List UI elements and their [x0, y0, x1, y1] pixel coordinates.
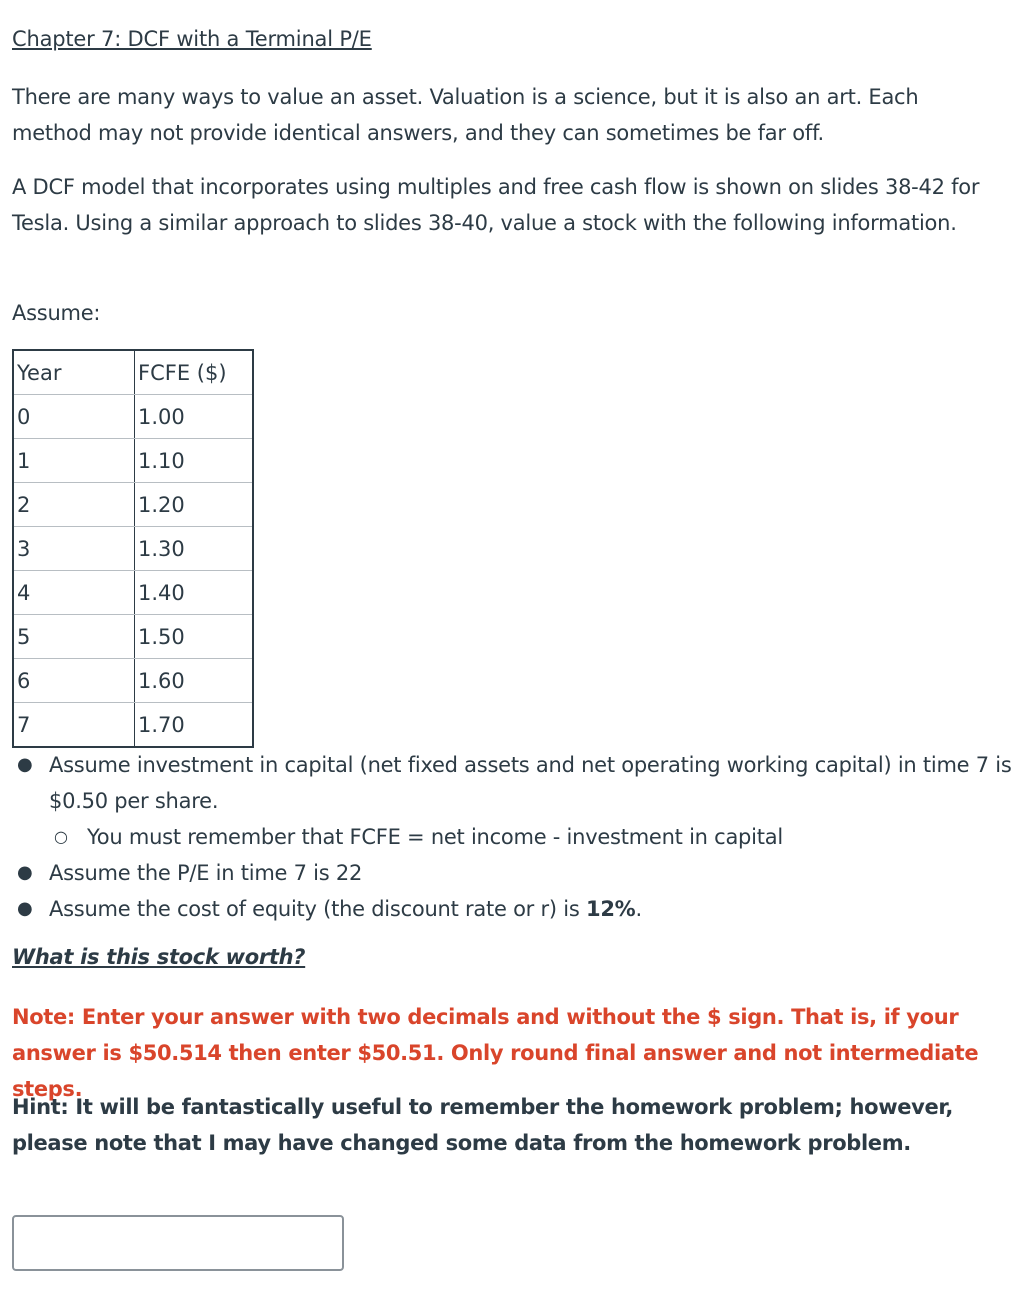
- year-cell: 2: [13, 483, 135, 527]
- answer-note: Note: Enter your answer with two decimals and without the $ sign. That is, if your answer is $50.514 then enter $50.51. Only round final answer and not intermediate steps.: [12, 1005, 979, 1101]
- list-item-cost-of-equity: [12, 891, 1012, 927]
- header-fcfe: FCFE ($): [135, 350, 254, 395]
- assumptions-list: [12, 747, 1012, 927]
- header-year: Year: [13, 350, 135, 395]
- assume-label: Assume:: [12, 301, 101, 325]
- table-row: [13, 615, 253, 659]
- intro-paragraph: There are many ways to value an asset. Valuation is a science, but it is also an art. Each method may not provide identical answers, and they can sometimes be far off.: [12, 85, 919, 145]
- cost-text: Assume the cost of equity (the discount rate or r) is: [49, 897, 586, 921]
- table-row: [13, 483, 253, 527]
- table-row: [13, 703, 253, 748]
- table-row: [13, 439, 253, 483]
- year-cell: 6: [13, 659, 135, 703]
- fcfe-cell: 1.50: [135, 615, 254, 659]
- question-prompt: What is this stock worth?: [12, 945, 306, 969]
- table-row: [13, 571, 253, 615]
- investment-text: Assume investment in capital (net fixed assets and net operating working capital) in time 7 is $0.50 per share.: [49, 753, 1012, 813]
- cost-value: 12%: [585, 897, 636, 921]
- table-row: [13, 527, 253, 571]
- dcf-paragraph: A DCF model that incorporates using multiples and free cash flow is shown on slides 38-42 for Tesla. Using a similar approach to slides 38-40, value a stock with the following information.: [12, 175, 980, 235]
- page-title: Chapter 7: DCF with a Terminal P/E: [12, 27, 372, 51]
- year-cell: 5: [13, 615, 135, 659]
- cost-suffix: .: [635, 897, 642, 921]
- sub-list: [49, 819, 1012, 855]
- table-row: [13, 659, 253, 703]
- fcfe-cell: 1.00: [135, 395, 254, 439]
- year-cell: 1: [13, 439, 135, 483]
- reminder-text: You must remember that FCFE = net income - investment in capital: [87, 825, 783, 849]
- list-item-investment: [12, 747, 1012, 855]
- fcfe-cell: 1.40: [135, 571, 254, 615]
- list-item-reminder: [49, 819, 1012, 855]
- hint-text: Hint: It will be fantastically useful to remember the homework problem; however, please note that I may have changed some data from the homework problem.: [12, 1095, 953, 1155]
- year-cell: 4: [13, 571, 135, 615]
- fcfe-cell: 1.20: [135, 483, 254, 527]
- bullet-icon: ●: [17, 862, 33, 883]
- year-cell: 7: [13, 703, 135, 748]
- circle-bullet-icon: ○: [54, 827, 68, 846]
- fcfe-cell: 1.30: [135, 527, 254, 571]
- year-cell: 0: [13, 395, 135, 439]
- answer-input[interactable]: [12, 1215, 344, 1271]
- table-header-row: [13, 350, 253, 395]
- pe-text: Assume the P/E in time 7 is 22: [49, 861, 363, 885]
- list-item-pe: [12, 855, 1012, 891]
- year-cell: 3: [13, 527, 135, 571]
- fcfe-cell: 1.70: [135, 703, 254, 748]
- fcfe-cell: 1.60: [135, 659, 254, 703]
- table-row: [13, 395, 253, 439]
- bullet-icon: ●: [17, 898, 33, 919]
- bullet-icon: ●: [17, 754, 33, 775]
- fcfe-cell: 1.10: [135, 439, 254, 483]
- fcfe-table: [12, 349, 254, 748]
